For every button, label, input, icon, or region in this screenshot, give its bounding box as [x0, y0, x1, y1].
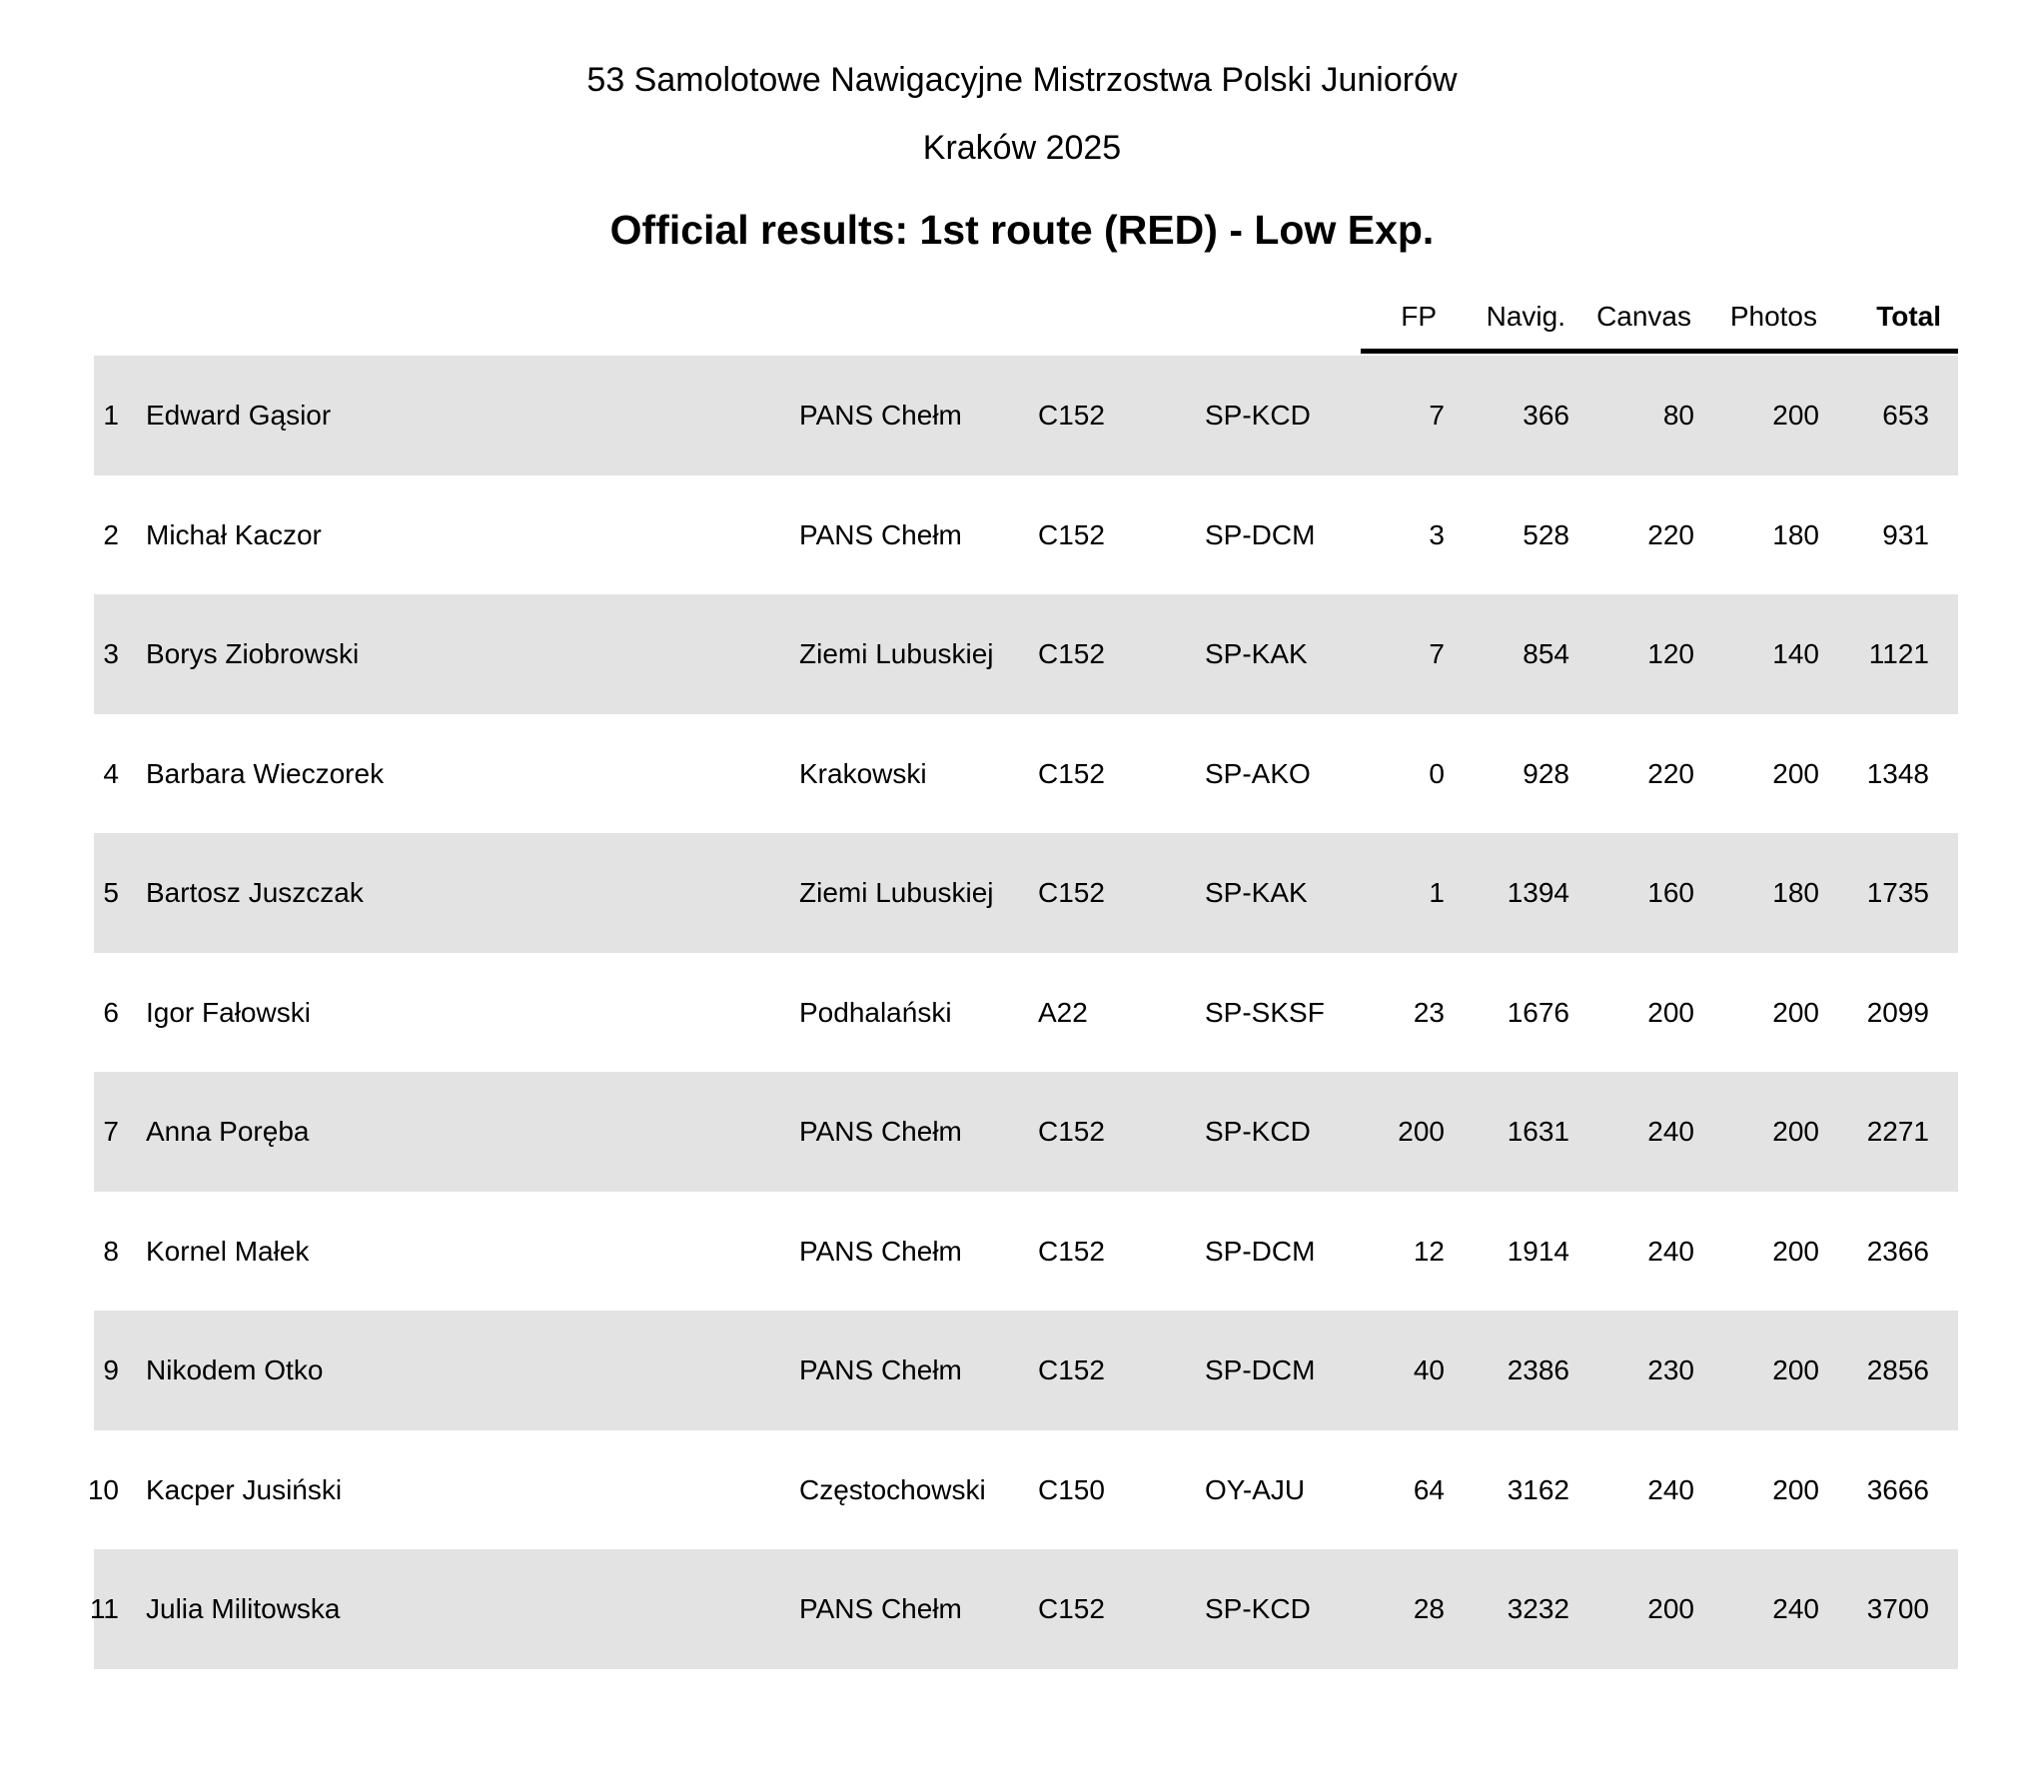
row-club: Podhalański: [799, 996, 952, 1028]
row-registration: SP-DCM: [1205, 518, 1316, 550]
row-name: Anna Poręba: [146, 1116, 310, 1147]
row-canvas: 240: [1647, 1116, 1694, 1147]
row-rank: 8: [103, 1235, 119, 1267]
row-canvas: 120: [1647, 638, 1694, 669]
column-header-fp: FP: [1401, 301, 1437, 332]
row-registration: SP-AKO: [1205, 757, 1311, 789]
row-name: Julia Militowska: [146, 1593, 341, 1624]
row-navig: 1914: [1507, 1235, 1569, 1267]
row-navig: 854: [1523, 638, 1569, 669]
row-total: 1348: [1866, 757, 1929, 789]
row-canvas: 200: [1647, 996, 1694, 1028]
row-aircraft: C150: [1038, 1473, 1105, 1505]
row-navig: 366: [1523, 400, 1569, 431]
row-total: 2366: [1866, 1235, 1929, 1267]
table-row: [94, 594, 1958, 714]
event-title: 53 Samolotowe Nawigacyjne Mistrzostwa Polski Juniorów: [586, 61, 1458, 99]
row-canvas: 230: [1647, 1354, 1694, 1385]
column-header-canvas: Canvas: [1596, 301, 1691, 332]
row-canvas: 80: [1662, 400, 1694, 431]
row-club: Krakowski: [799, 757, 927, 789]
row-canvas: 160: [1647, 877, 1694, 908]
row-rank: 7: [103, 1116, 119, 1147]
row-canvas: 220: [1647, 757, 1694, 789]
row-fp: 1: [1429, 877, 1445, 908]
row-fp: 0: [1429, 757, 1445, 789]
row-aircraft: C152: [1038, 1235, 1105, 1267]
row-canvas: 200: [1647, 1593, 1694, 1624]
row-total: 2856: [1866, 1354, 1929, 1385]
row-rank: 9: [103, 1354, 119, 1385]
row-rank: 11: [89, 1593, 119, 1624]
row-club: PANS Chełm: [799, 1116, 962, 1147]
row-rank: 4: [103, 757, 119, 789]
row-name: Borys Ziobrowski: [146, 638, 360, 669]
row-club: Ziemi Lubuskiej: [799, 877, 994, 908]
row-total: 653: [1882, 400, 1929, 431]
row-photos: 240: [1772, 1593, 1819, 1624]
row-navig: 1676: [1507, 996, 1569, 1028]
row-photos: 200: [1772, 1354, 1819, 1385]
row-aircraft: C152: [1038, 877, 1105, 908]
row-aircraft: C152: [1038, 1593, 1105, 1624]
table-row: [94, 1072, 1958, 1192]
row-total: 1121: [1868, 638, 1929, 669]
row-photos: 200: [1772, 1473, 1819, 1505]
results-title: Official results: 1st route (RED) - Low Exp.: [609, 207, 1435, 253]
row-rank: 5: [103, 877, 119, 908]
row-navig: 3162: [1507, 1473, 1569, 1505]
row-fp: 23: [1413, 996, 1445, 1028]
row-name: Kornel Małek: [146, 1235, 310, 1267]
row-aircraft: C152: [1038, 1116, 1105, 1147]
row-aircraft: C152: [1038, 518, 1105, 550]
row-navig: 2386: [1507, 1354, 1569, 1385]
row-fp: 7: [1429, 400, 1445, 431]
row-name: Michał Kaczor: [146, 518, 322, 550]
row-rank: 3: [103, 638, 119, 669]
row-rank: 2: [103, 518, 119, 550]
table-row: [94, 953, 1958, 1073]
row-aircraft: C152: [1038, 638, 1105, 669]
row-rank: 1: [103, 400, 119, 431]
table-row: [94, 1311, 1958, 1430]
row-name: Edward Gąsior: [146, 400, 332, 431]
row-fp: 12: [1413, 1235, 1445, 1267]
row-fp: 40: [1413, 1354, 1445, 1385]
row-club: PANS Chełm: [799, 1235, 962, 1267]
row-photos: 200: [1772, 757, 1819, 789]
row-total: 3666: [1866, 1473, 1929, 1505]
table-row: [87, 1430, 1958, 1550]
row-registration: OY-AJU: [1205, 1473, 1306, 1505]
row-club: PANS Chełm: [799, 400, 962, 431]
row-photos: 180: [1772, 518, 1819, 550]
row-name: Barbara Wieczorek: [146, 757, 385, 789]
row-total: 3700: [1866, 1593, 1929, 1624]
row-canvas: 240: [1647, 1473, 1694, 1505]
row-fp: 3: [1429, 518, 1445, 550]
row-navig: 928: [1523, 757, 1569, 789]
row-total: 931: [1882, 518, 1929, 550]
row-registration: SP-KAK: [1205, 877, 1308, 908]
row-photos: 140: [1772, 638, 1819, 669]
row-club: PANS Chełm: [799, 1593, 962, 1624]
column-header-total: Total: [1876, 301, 1941, 332]
row-registration: SP-KCD: [1205, 1116, 1311, 1147]
row-photos: 180: [1772, 877, 1819, 908]
row-photos: 200: [1772, 400, 1819, 431]
results-table: [87, 356, 1958, 1669]
row-name: Kacper Jusiński: [146, 1473, 343, 1505]
table-row: [94, 714, 1958, 834]
table-row: [94, 356, 1958, 475]
row-registration: SP-KCD: [1205, 400, 1311, 431]
row-fp: 200: [1398, 1116, 1445, 1147]
column-header-navig: Navig.: [1486, 301, 1565, 332]
row-name: Bartosz Juszczak: [146, 877, 364, 908]
column-header-row: [0, 295, 2044, 339]
row-total: 1735: [1866, 877, 1929, 908]
row-registration: SP-DCM: [1205, 1235, 1316, 1267]
column-header-photos: Photos: [1729, 301, 1817, 332]
row-rank: 10: [87, 1473, 119, 1505]
row-fp: 7: [1429, 638, 1445, 669]
row-rank: 6: [103, 996, 119, 1028]
row-aircraft: C152: [1038, 1354, 1105, 1385]
row-photos: 200: [1772, 996, 1819, 1028]
row-total: 2099: [1866, 996, 1929, 1028]
row-name: Nikodem Otko: [146, 1354, 324, 1385]
row-club: Ziemi Lubuskiej: [799, 638, 994, 669]
row-navig: 1394: [1507, 877, 1569, 908]
row-navig: 3232: [1507, 1593, 1569, 1624]
row-total: 2271: [1866, 1116, 1929, 1147]
row-registration: SP-SKSF: [1205, 996, 1325, 1028]
table-row: [94, 833, 1958, 953]
table-row: [89, 1549, 1958, 1669]
row-canvas: 240: [1647, 1235, 1694, 1267]
table-row: [94, 475, 1958, 595]
row-club: PANS Chełm: [799, 518, 962, 550]
header-rule: [1361, 349, 1958, 354]
row-photos: 200: [1772, 1235, 1819, 1267]
row-registration: SP-KAK: [1205, 638, 1308, 669]
row-name: Igor Fałowski: [146, 996, 311, 1028]
row-club: Częstochowski: [799, 1473, 986, 1505]
row-navig: 1631: [1507, 1116, 1569, 1147]
row-aircraft: C152: [1038, 400, 1105, 431]
row-canvas: 220: [1647, 518, 1694, 550]
event-place: Kraków 2025: [922, 129, 1122, 167]
row-aircraft: A22: [1038, 996, 1088, 1028]
row-photos: 200: [1772, 1116, 1819, 1147]
row-fp: 28: [1413, 1593, 1445, 1624]
row-club: PANS Chełm: [799, 1354, 962, 1385]
row-aircraft: C152: [1038, 757, 1105, 789]
row-registration: SP-DCM: [1205, 1354, 1316, 1385]
row-navig: 528: [1523, 518, 1569, 550]
table-row: [94, 1192, 1958, 1312]
row-registration: SP-KCD: [1205, 1593, 1311, 1624]
row-fp: 64: [1413, 1473, 1445, 1505]
